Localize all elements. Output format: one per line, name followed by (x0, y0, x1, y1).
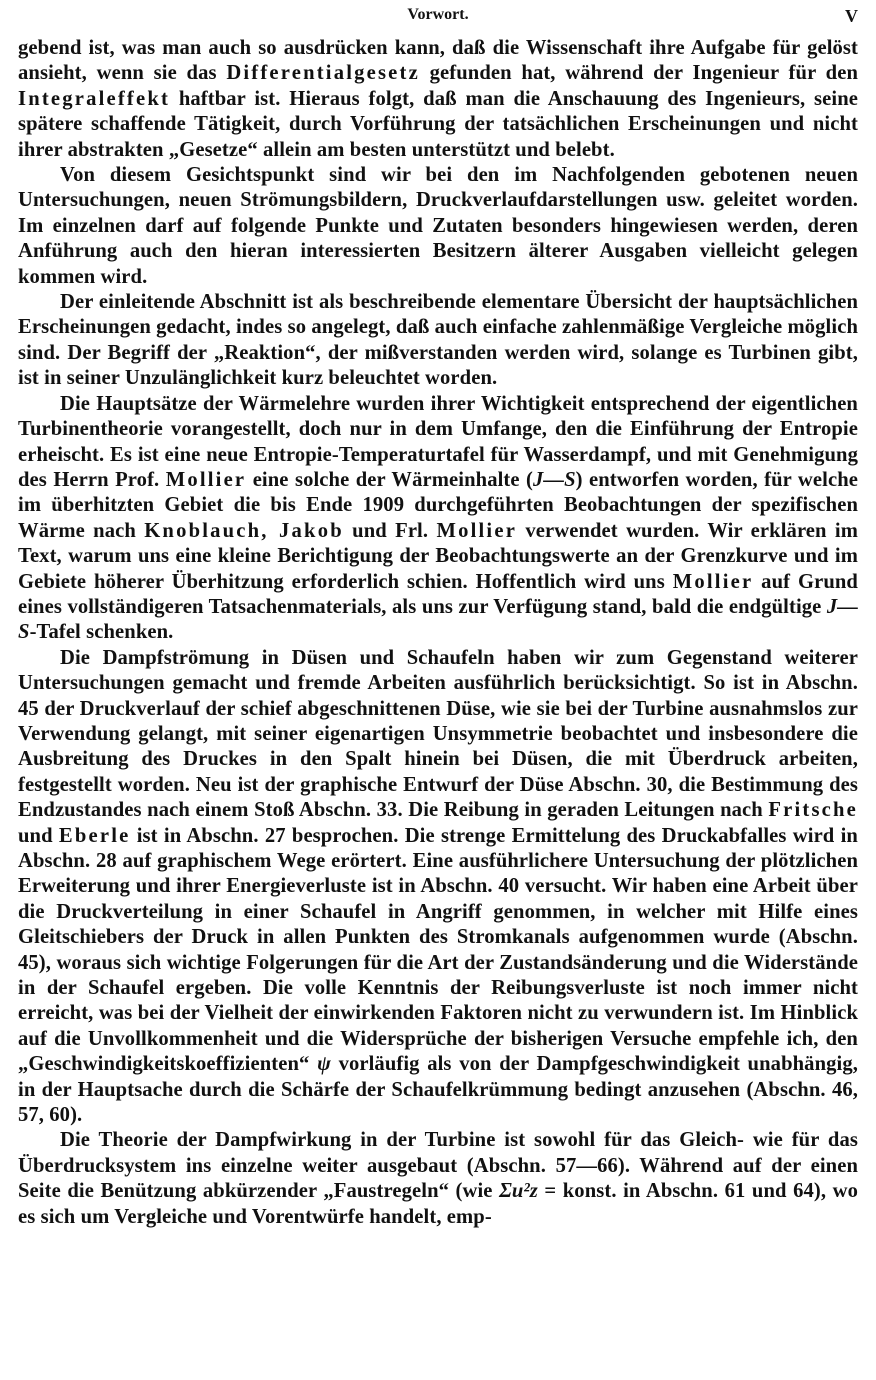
text-run: eine solche der Wärmeinhalte ( (246, 468, 533, 491)
text-run: Σu²z (499, 1180, 538, 1203)
paragraph-1 (18, 36, 858, 163)
text-run: verwendet wurden. Wir erklären im Text, warum uns eine kleine Berichtigung der Beobachtungswerte an der Grenzkurve und im Gebiete höherer Überhitzung erforderlich schien. Hoffentlich wird uns (18, 519, 858, 593)
text-run: = konst. in Abschn. 61 und 64), wo es sich um Vergleiche und Vorentwürfe handelt, emp- (18, 1180, 858, 1228)
text-run: Die Theorie der Dampfwirkung in der Turbine ist sowohl für das Gleich- wie für das Überdrucksystem ins einzelne weiter ausgebaut (Abschn. 57—66). Während auf der einen Seite die Benützung abkürzender „Faustregeln“ (wie (18, 1129, 858, 1203)
text-run: Knoblauch, Jakob (144, 519, 344, 542)
text-run: vorläufig als von der Dampfgeschwindigkeit unabhängig, in der Hauptsache durch die Schärfe der Schaufelkrümmung bedingt anzusehen (Abschn. 46, 57, 60). (18, 1053, 858, 1127)
paragraph-6 (18, 1128, 858, 1230)
paragraph-3 (18, 290, 858, 392)
text-run: gefunden hat, während der Ingenieur für den (419, 62, 858, 85)
text-run: auf Grund eines vollständigeren Tatsachenmaterials, als uns zur Verfügung stand, bald die endgültige (18, 570, 858, 618)
text-run: Mollier (436, 519, 518, 542)
page-header (18, 6, 858, 28)
text-run: Mollier (165, 468, 247, 491)
text-run: Eberle (58, 824, 131, 847)
text-run: Die Hauptsätze der Wärmelehre wurden ihrer Wichtigkeit entsprechend der eigentlichen Turbinentheorie vorangestellt, doch nur in dem Umfange, den die Einführung der Entropie erheischt. Es ist eine neue Entropie-Temperaturtafel für Wasserdampf, und mit Genehmigung des Herrn Prof. (18, 392, 858, 491)
text-run: Von diesem Gesichtspunkt sind wir bei den im Nachfolgenden gebotenen neuen Untersuchungen, neuen Strömungsbildern, Druckverlaufdarstellungen usw. geleitet worden. Im einzelnen darf auf folgende Punkte und Zutaten besonders hingewiesen werden, deren Anführung auch den hieran interessierten Besitzern älterer Ausgaben vielleicht gelegen kommen wird. (18, 164, 858, 288)
paragraph-4 (18, 392, 858, 646)
running-title: Vorwort. (407, 6, 469, 23)
text-run: Die Dampfströmung in Düsen und Schaufeln haben wir zum Gegenstand weiterer Untersuchungen gemacht und fremde Arbeiten ausführlich berücksichtigt. So ist in Abschn. 45 der Druckverlauf der schief abgeschnittenen Düse, wie sie bei der Turbine ausnahmslos zur Verwendung gelangt, mit seiner eigenartigen Unsymmetrie beobachtet und insbesondere die Ausbreitung des Druckes in den Spalt hinein bei Düsen, die mit Überdruck arbeiten, festgestellt worden. Neu ist der graphische Entwurf der Düse Abschn. 30, die Bestimmung des Endzustandes nach einem Stoß Abschn. 33. Die Reibung in geraden Leitungen nach (18, 646, 858, 822)
text-run: und (18, 824, 59, 847)
text-run: J—S (532, 468, 576, 491)
text-run: J—S (18, 595, 858, 644)
page-number: V (845, 6, 858, 26)
text-run: haftbar ist. Hieraus folgt, daß man die Anschauung des Ingenieurs, seine spätere schaffende Tätigkeit, durch Vorführung der tatsächlichen Erscheinungen und nicht ihrer abstrakten „Gesetze“ allein am besten unterstützt und belebt. (18, 87, 858, 161)
body-text (18, 36, 858, 1230)
text-run: Mollier (672, 570, 754, 593)
paragraph-5 (18, 646, 858, 1129)
text-run: -Tafel schenken. (29, 621, 174, 644)
text-run: Fritsche (768, 799, 858, 822)
text-run: ist in Abschn. 27 besprochen. Die strenge Ermittelung des Druckabfalles wird in Abschn. 28 auf graphischem Wege erörtert. Eine ausführlichere Untersuchung der plötzlichen Erweiterung und ihrer Energieverluste ist in Abschn. 40 versucht. Wir haben eine Arbeit über die Druckverteilung in einer Schaufel in Angriff genommen, in welcher mit Hilfe eines Gleitschiebers der Druck in allen Punkten des Stromkanals aufgenommen wurde (Abschn. 45), woraus sich wichtige Folgerungen für die Art der Zustandsänderung und die Widerstände in der Schaufel ergeben. Die volle Kenntnis der Reibungsverluste ist noch immer nicht erreicht, was bei der Vielheit der einwirkenden Faktoren nicht zu verwundern ist. Im Hinblick auf die Unvollkommenheit und die Widersprüche der bisherigen Versuche empfehle ich, den „Geschwindigkeitskoeffizienten“ (18, 824, 858, 1076)
paragraph-2 (18, 163, 858, 290)
text-run: ) entworfen worden, für welche im überhitzten Gebiet die bis Ende 1909 durchgeführten Beobachtungen der spezifischen Wärme nach (18, 468, 859, 542)
text-run: Der einleitende Abschnitt ist als beschreibende elementare Übersicht der hauptsächlichen Erscheinungen gedacht, indes so angelegt, daß auch einfache zahlenmäßige Vergleiche möglich sind. Der Begriff der „Reaktion“, der mißverstanden werden wird, solange es Turbinen gibt, ist in seiner Unzulänglichkeit kurz beleuchtet worden. (18, 291, 858, 390)
text-run: gebend ist, was man auch so ausdrücken kann, daß die Wissenschaft ihre Aufgabe für gelöst ansieht, wenn sie das (18, 37, 858, 85)
text-run: Differentialgesetz (226, 62, 420, 85)
text-run: und Frl. (343, 519, 437, 542)
text-run: Integraleffekt (18, 87, 171, 110)
text-run: ψ (317, 1053, 331, 1076)
